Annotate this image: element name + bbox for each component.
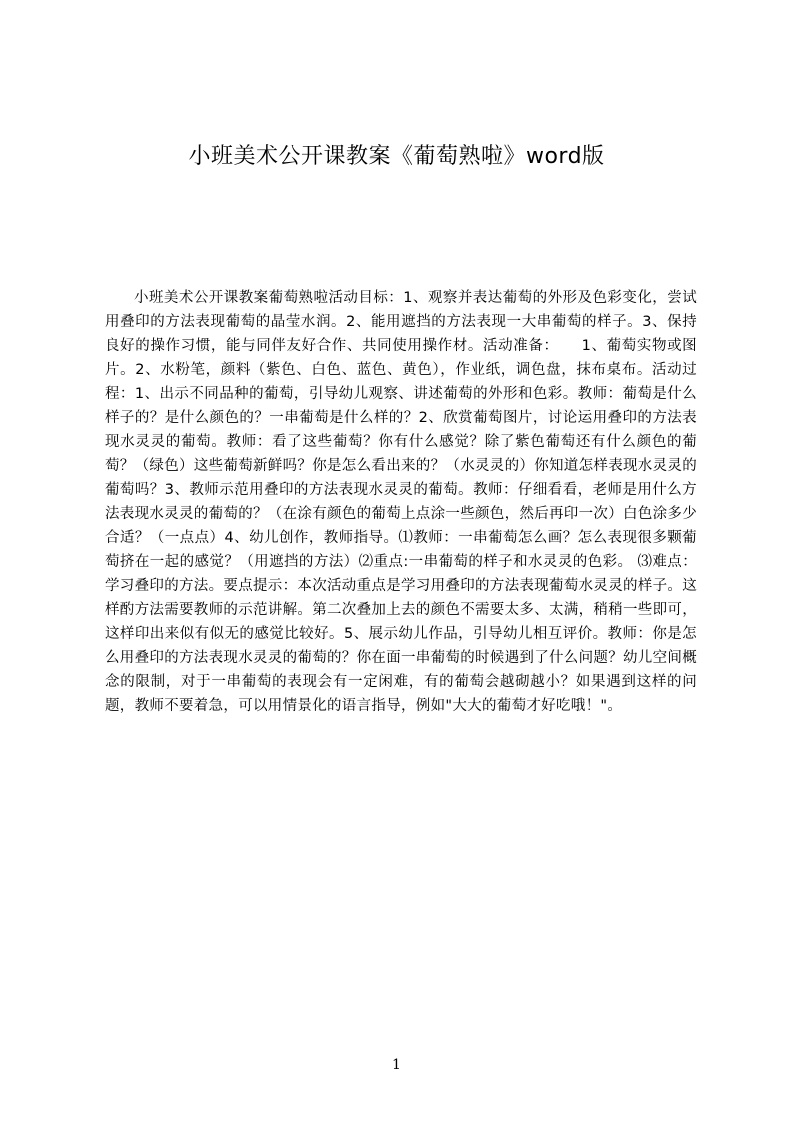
body-section <box>105 286 697 806</box>
body-paragraph: 小班美术公开课教案葡萄熟啦活动目标：1、观察并表达葡萄的外形及色彩变化，尝试用叠印的方法表现葡萄的晶莹水润。2、能用遮挡的方法表现一大串葡萄的样子。3、保持良好的操作习惯，能与同伴友好合作、共同使用操作材。活动准备： 1、葡萄实物或图片。2、水粉笔，颜料（紫色、白色、蓝色、黄色），作业纸，调色盘，抹布桌布。活动过程：1、出示不同品种的葡萄，引导幼儿观察、讲述葡萄的外形和色彩。教师：葡萄是什么样子的？是什么颜色的？一串葡萄是什么样的？2、欣赏葡萄图片，讨论运用叠印的方法表现水灵灵的葡萄。教师：看了这些葡萄？你有什么感觉？除了紫色葡萄还有什么颜色的葡萄？（绿色）这些葡萄新鲜吗？你是怎么看出来的？（水灵灵的）你知道怎样表现水灵灵的葡萄吗？3、教师示范用叠印的方法表现水灵灵的葡萄。教师：仔细看看，老师是用什么方法表现水灵灵的葡萄的？（在涂有颜色的葡萄上点涂一些颜色，然后再印一次）白色涂多少合适？（一点点）4、幼儿创作，教师指导。⑴教师：一串葡萄怎么画？怎么表现很多颗葡萄挤在一起的感觉？（用遮挡的方法）⑵重点:一串葡萄的样子和水灵灵的色彩。 ⑶难点：学习叠印的方法。要点提示：本次活动重点是学习用叠印的方法表现葡萄水灵灵的样子。这样酌方法需要教师的示范讲解。第二次叠加上去的颜色不需要太多、太满，稍稍一些即可，这样印出来似有似无的感觉比较好。5、展示幼儿作品，引导幼儿相互评价。教师：你是怎么用叠印的方法表现水灵灵的葡萄的？你在面一串葡萄的时候遇到了什么问题？幼儿空间概念的限制，对于一串葡萄的表现会有一定闲难，有的葡萄会越砌越小？如果遇到这样的问题，教师不要着急，可以用情景化的语言指导，例如"大大的葡萄才好吃哦！"。 <box>105 290 697 714</box>
page-number: 1 <box>392 1057 401 1073</box>
document-title: 小班美术公开课教案《葡萄熟啦》word版 <box>188 144 605 169</box>
